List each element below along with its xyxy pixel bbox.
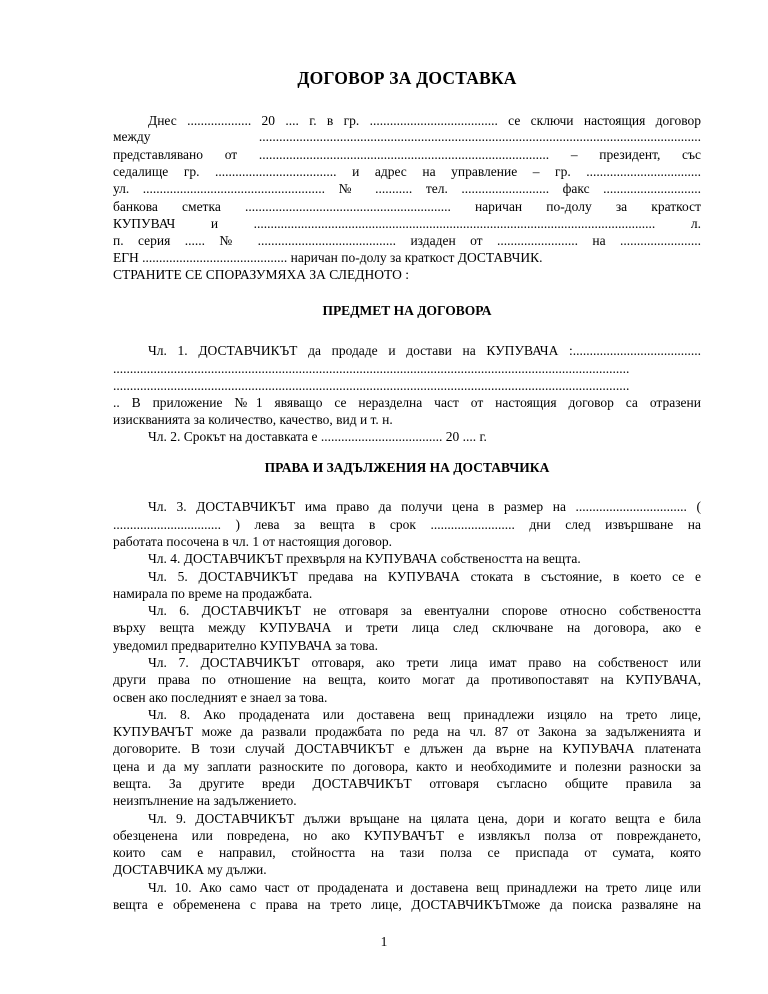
article-line: вещта е обременена с права на трето лице, ДОСТАВЧИКЪТможе да поиска разваляне на	[113, 897, 701, 912]
article-line: уведомил предварително КУПУВАЧА за това.	[113, 638, 378, 653]
article-line: други права по отношение на вещта, които могат да противопоставят на КУПУВАЧА,	[113, 672, 701, 687]
article-line: Чл. 8. Ако продадената или доставена вещ принадлежи изцяло на трето лице,	[148, 707, 701, 722]
article-line: Чл. 2. Срокът на доставката е .................................... 20 .... г.	[148, 429, 487, 444]
article-line: обезценена или повредена, но ако КУПУВАЧЪТ е извлякъл полза от повреждането,	[113, 828, 701, 843]
intro-line: ул. ...................................................... № ........... тел. .......................... факс .............................	[113, 181, 701, 196]
intro-line: п. серия ...... № ......................................... издаден от ........................ на ........................	[113, 233, 701, 248]
article-line: Чл. 3. ДОСТАВЧИКЪТ има право да получи цена в размер на ................................. (	[148, 499, 701, 514]
intro-line: седалище гр. .................................... и адрес на управление – гр. ..................................	[113, 164, 701, 179]
article-line: намирала по време на продажбата.	[113, 586, 313, 601]
intro-line: банкова сметка ............................................................. наричан по-долу за краткост	[113, 199, 701, 214]
intro-line: КУПУВАЧ и ....................................................................................................................... л.	[113, 216, 701, 231]
article-line: КУПУВАЧЪТ може да развали продажбата по реда на чл. 87 от Закона за задълженията и	[113, 724, 701, 739]
intro-line: между ...................................................................................................................................	[113, 129, 701, 144]
intro-line: ЕГН ........................................... наричан по-долу за краткост ДОСТАВЧИК.	[113, 250, 543, 265]
article-line: които сам е направил, стойността на тази полза се приспада от сумата, която	[113, 845, 701, 860]
article-line: неизпълнение на задължението.	[113, 793, 297, 808]
article-line: вещта. За другите вреди ДОСТАВЧИКЪТ отговаря съгласно общите правила за	[113, 776, 701, 791]
article-line: Чл. 9. ДОСТАВЧИКЪТ дължи връщане на цялата цена, дори и когато вещта е била	[148, 811, 701, 826]
intro-line: представлявано от ...................................................................................... – президент, със	[113, 147, 701, 162]
article-line: .........................................................................................................................................................	[113, 361, 630, 376]
article-line: ДОСТАВЧИКА му дължи.	[113, 862, 267, 877]
article-line: Чл. 5. ДОСТАВЧИКЪТ предава на КУПУВАЧА стоката в състояние, в което се е	[148, 569, 701, 584]
article-line: изискванията за количество, качество, вид и т. н.	[113, 412, 393, 427]
article-line: освен ако последният е знаел за това.	[113, 690, 328, 705]
article-line: .........................................................................................................................................................	[113, 378, 630, 393]
article-line: ................................ ) лева за вещта в срок ......................... дни след извършване на	[113, 517, 701, 532]
section-heading-subject: ПРЕДМЕТ НА ДОГОВОРА	[322, 303, 492, 318]
article-line: Чл. 4. ДОСТАВЧИКЪТ прехвърля на КУПУВАЧА собствеността на вещта.	[148, 551, 581, 566]
intro-line: Днес ................... 20 .... г. в гр. ...................................... се сключи настоящия договор	[148, 113, 701, 128]
document-title: ДОГОВОР ЗА ДОСТАВКА	[297, 68, 517, 88]
article-line: .. В приложение №1 явяващо се неразделна част от настоящия договор са отразени	[113, 395, 701, 410]
article-line: Чл. 6. ДОСТАВЧИКЪТ не отговаря за евентуални спорове относно собствеността	[148, 603, 701, 618]
article-line: Чл. 7. ДОСТАВЧИКЪТ отговаря, ако трети лица имат право на собственост или	[148, 655, 701, 670]
intro-line: СТРАНИТЕ СЕ СПОРАЗУМЯХА ЗА СЛЕДНОТО :	[113, 267, 409, 282]
page-number: 1	[380, 934, 388, 949]
article-line: работата посочена в чл. 1 от настоящия договор.	[113, 534, 392, 549]
section-heading-supplier-rights: ПРАВА И ЗАДЪЛЖЕНИЯ НА ДОСТАВЧИКА	[264, 460, 550, 475]
article-line: върху вещта между КУПУВАЧА и трети лица след сключване на договора, ако е	[113, 620, 701, 635]
article-line: договорите. В този случай ДОСТАВЧИКЪТ е длъжен да върне на КУПУВАЧА платената	[113, 741, 701, 756]
article-line: Чл. 10. Ако само част от продадената и доставена вещ принадлежи на трето лице или	[148, 880, 701, 895]
article-line: цена и да му заплати разноските по договора, както и необходимите и полезни разноски за	[113, 759, 701, 774]
article-line: Чл. 1. ДОСТАВЧИКЪТ да продаде и достави на КУПУВАЧА :......................................	[148, 343, 701, 358]
